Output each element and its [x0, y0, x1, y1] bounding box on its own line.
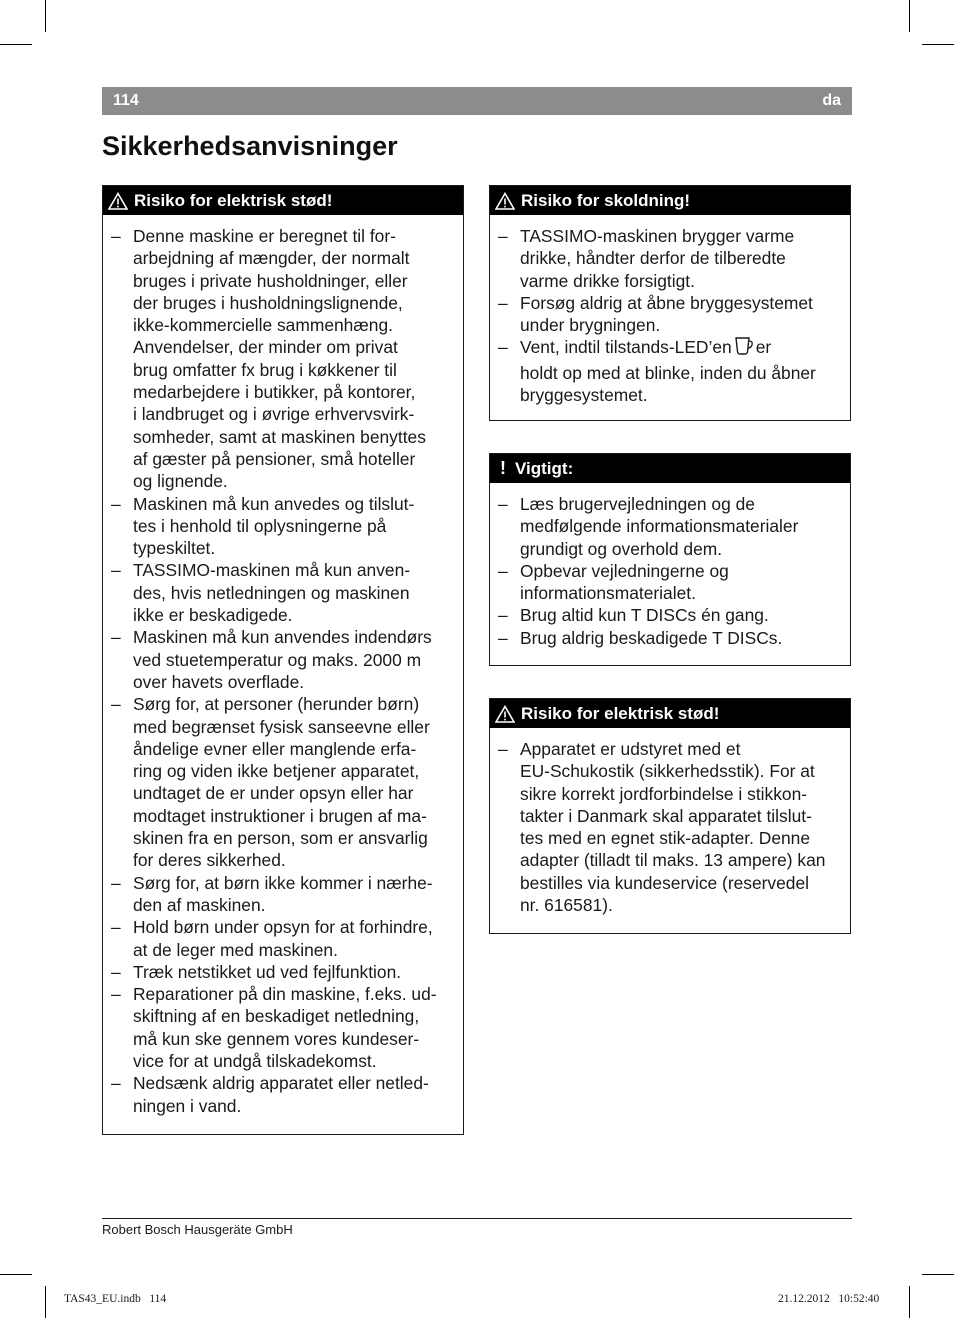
list-item: – Denne maskine er beregnet til for- arbejdning af mængder, der normalt bruges i private husholdninger, eller der bruges i husholdningslignende, ikke-kommercielle sammenhæng. Anvendelser, der minder om privat brug omfatter fx brug i køkkener til medarbejdere i butikker, på kontorer, i landbruget og i øvrige erhvervsvirk- somheder, samt at maskinen benyttes af gæster på pensioner, små hoteller og lignende. — [111, 225, 459, 493]
list-item: – TASSIMO-maskinen brygger varme drikke, håndter derfor de tilberedte varme drikke forsigtigt. — [498, 225, 846, 292]
list-item: – Apparatet er udstyret med et EU-Schukostik (sikkerhedsstik). For at sikre korrekt jordforbindelse i stikkon- takter i Danmark skal apparatet tilslut- tes med en egnet stik-adapter. Denne adapter (tilladt til maks. 13 ampere) kan bestilles via kundeservice (reservedel nr. 616581). — [498, 738, 846, 916]
section-header — [490, 186, 850, 215]
page-header-bar — [102, 87, 852, 115]
list-item: – Brug aldrig beskadigede T DISCs. — [498, 627, 846, 649]
instruction-list — [490, 215, 850, 406]
led-item-text: Vent, indtil tilstands-LED’en — [520, 337, 732, 358]
crop-mark — [0, 44, 32, 45]
section-header — [490, 454, 850, 483]
list-item: – Nedsænk aldrig apparatet eller netled- ningen i vand. — [111, 1072, 459, 1117]
section-electric-shock-2 — [489, 698, 851, 934]
language-code: da — [822, 92, 841, 109]
crop-mark — [922, 44, 954, 45]
list-item: – Brug altid kun T DISCs én gang. — [498, 604, 846, 626]
led-item-text: er holdt op med at blinke, inden du åbner bryggesystemet. — [520, 337, 816, 406]
print-slug-timestamp: 21.12.2012 10:52:40 — [778, 1293, 880, 1305]
section-important — [489, 453, 851, 666]
warning-triangle-icon — [107, 192, 129, 210]
crop-mark — [45, 0, 46, 32]
section-header — [490, 699, 850, 728]
list-item: – Sørg for, at børn ikke kommer i nærhe- den af maskinen. — [111, 872, 459, 917]
section-electric-shock-1 — [102, 185, 464, 1135]
crop-mark — [922, 1274, 954, 1275]
crop-mark — [45, 1286, 46, 1318]
instruction-list — [103, 215, 463, 1117]
instruction-list — [490, 483, 850, 649]
list-item: – Reparationer på din maskine, f.eks. ud- skiftning af en beskadiget netledning, må kun ske gennem vores kundeser- vice for at undgå tilskadekomst. — [111, 983, 459, 1072]
list-item: – Maskinen må kun anvedes og tilslut- tes i henhold til oplysningerne på typeskiltet. — [111, 493, 459, 560]
page-number: 114 — [113, 92, 139, 109]
section-scalding — [489, 185, 851, 421]
list-item: – Hold børn under opsyn for at forhindre, at de leger med maskinen. — [111, 916, 459, 961]
exclamation-icon: ! — [500, 458, 506, 478]
list-item: – Træk netstikket ud ved fejlfunktion. — [111, 961, 459, 983]
instruction-list — [490, 728, 850, 916]
list-item: – TASSIMO-maskinen må kun anven- des, hvis netledningen og maskinen ikke er beskadigede. — [111, 559, 459, 626]
list-item: – Læs brugervejledningen og de medfølgende informationsmaterialer grundigt og overhold dem. — [498, 493, 846, 560]
section-title: Risiko for skoldning! — [521, 190, 691, 210]
list-item — [498, 336, 846, 406]
warning-triangle-icon — [494, 192, 516, 210]
crop-mark — [909, 1286, 910, 1318]
section-title: Vigtigt: — [515, 458, 574, 478]
list-item: – Opbevar vejledningerne og informationsmaterialet. — [498, 560, 846, 605]
list-item: – Forsøg aldrig at åbne bryggesystemet under brygningen. — [498, 292, 846, 337]
section-title: Risiko for elektrisk stød! — [134, 190, 333, 210]
crop-mark — [0, 1274, 32, 1275]
list-item: – Sørg for, at personer (herunder børn) med begrænset fysisk sanseevne eller åndelige evner eller manglende erfa- ring og viden ikke betjener apparatet, undtaget de er under opsyn eller har modtaget instruktioner i brugen af ma- skinen fra en person, som er ansvarlig for deres sikkerhed. — [111, 693, 459, 871]
page-title: Sikkerhedsanvisninger — [102, 131, 398, 161]
cup-led-icon — [734, 336, 754, 361]
section-title: Risiko for elektrisk stød! — [521, 703, 720, 723]
crop-mark — [909, 0, 910, 32]
section-header — [103, 186, 463, 215]
footer-divider — [102, 1218, 852, 1219]
warning-triangle-icon — [494, 705, 516, 723]
footer-company: Robert Bosch Hausgeräte GmbH — [102, 1222, 293, 1237]
print-slug-file: TAS43_EU.indb 114 — [64, 1293, 167, 1305]
list-item: – Maskinen må kun anvendes indendørs ved stuetemperatur og maks. 2000 m over havets overflade. — [111, 626, 459, 693]
